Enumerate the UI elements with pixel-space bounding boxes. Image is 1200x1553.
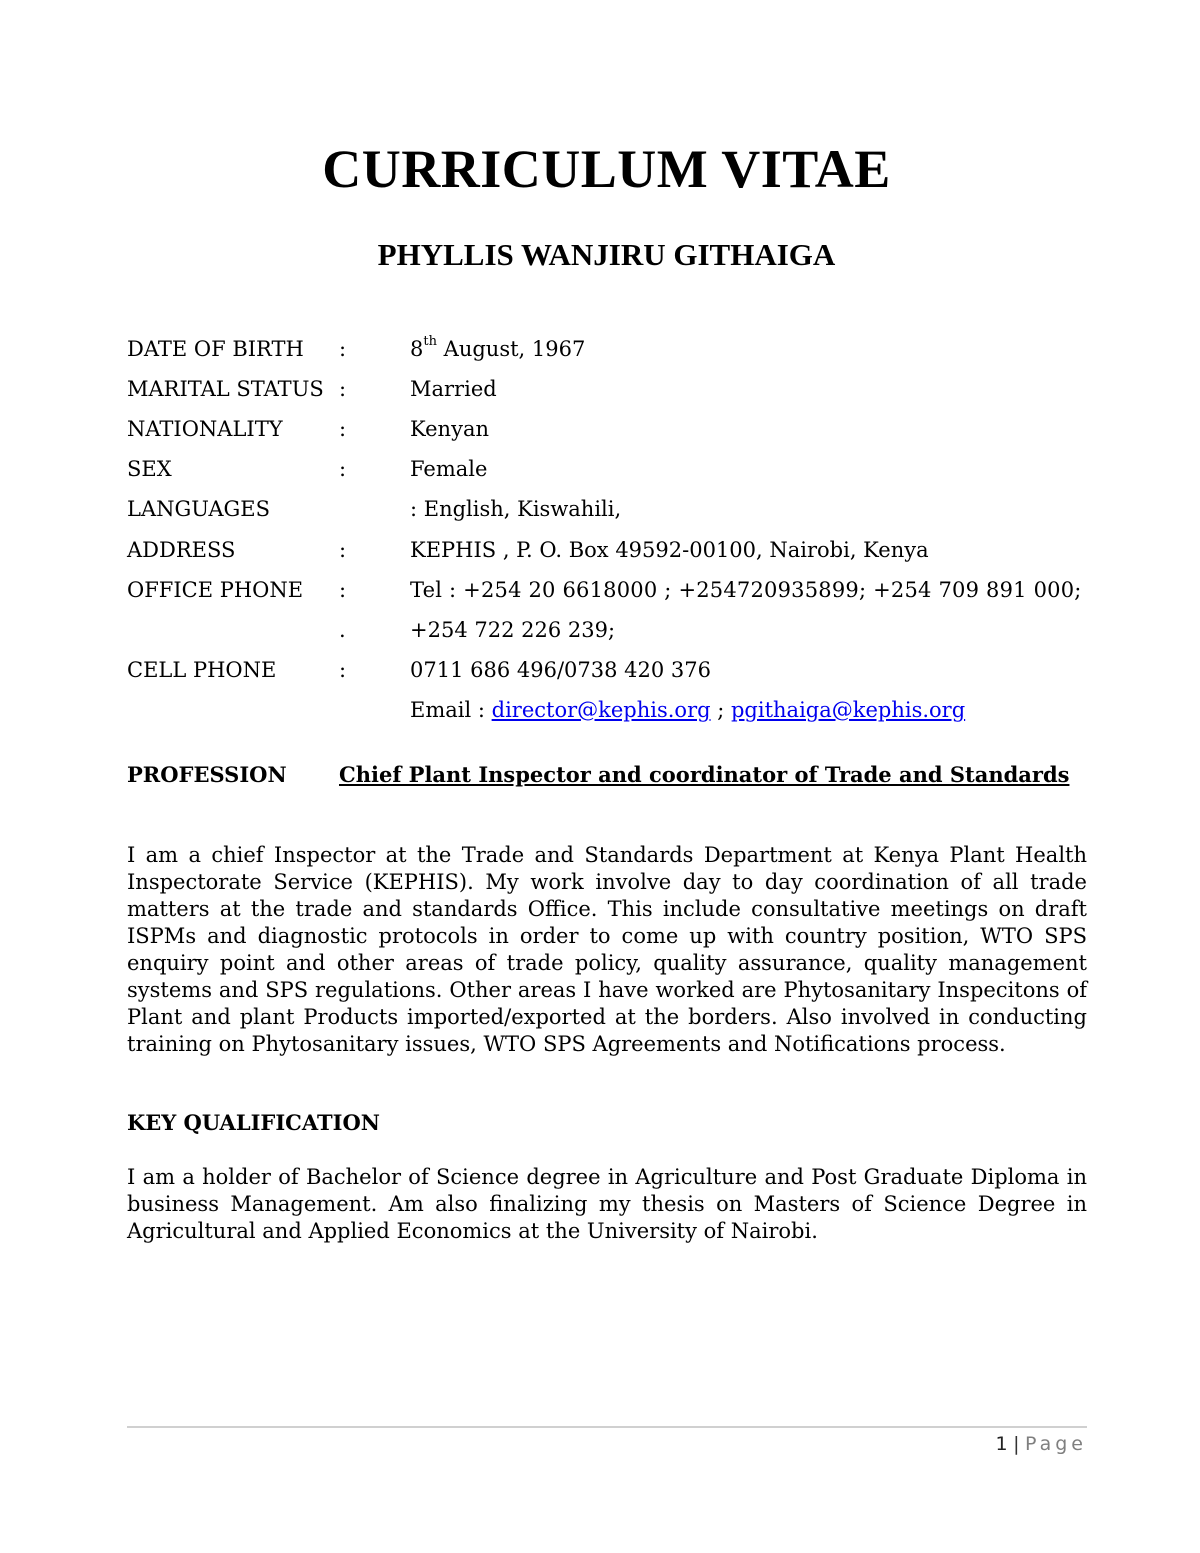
- email-link-director[interactable]: director@kephis.org: [491, 698, 711, 722]
- cell-phone-label: CELL PHONE: [127, 658, 277, 682]
- page-number: 1: [995, 1433, 1009, 1455]
- profession-description: I am a chief Inspector at the Trade and Standards Department at Kenya Plant Health Inspectorate Service (KEPHIS). My work involve day to day coordination of all trade matters at the trade and standards Office. This include consultative meetings on draft ISPMs and diagnostic protocols in order to come up with country position, WTO SPS enquiry point and other areas of trade policy, quality assurance, quality management systems and SPS regulations. Other areas I have worked are Phytosanitary Inspecitons of Plant and plant Products imported/exported at the borders. Also involved in conducting training on Phytosanitary issues, WTO SPS Agreements and Notifications process.: [127, 843, 1087, 1056]
- page-word: Page: [1025, 1433, 1087, 1455]
- office-phone-value-cont: +254 722 226 239;: [410, 618, 616, 642]
- languages-label: LANGUAGES: [127, 497, 270, 521]
- info-row-marital: [127, 374, 1087, 404]
- info-row-office-phone: [127, 575, 1087, 605]
- sex-value: Female: [410, 457, 488, 481]
- nationality-value: Kenyan: [410, 417, 489, 441]
- sex-colon: :: [339, 457, 347, 481]
- dob-label: DATE OF BIRTH: [127, 337, 304, 361]
- nationality-label: NATIONALITY: [127, 417, 283, 441]
- page-footer: [996, 1433, 1088, 1455]
- languages-value: : English, Kiswahili,: [410, 497, 622, 521]
- key-qualification-heading: KEY QUALIFICATION: [127, 1110, 380, 1135]
- dob-day: 8: [410, 337, 424, 361]
- office-phone-cont-mark: .: [339, 618, 346, 642]
- info-row-cell-phone: [127, 655, 1087, 685]
- sex-label: SEX: [127, 457, 172, 481]
- key-qualification-text: I am a holder of Bachelor of Science degree in Agriculture and Post Graduate Diploma in business Management. Am also finalizing my thesis on Masters of Science Degree in Agricultural and Applied Economics at the University of Nairobi.: [127, 1165, 1087, 1243]
- candidate-name: PHYLLIS WANJIRU GITHAIGA: [377, 237, 836, 272]
- document-title: CURRICULUM VITAE: [322, 139, 891, 199]
- footer-divider: [127, 1426, 1087, 1428]
- office-phone-value: Tel : +254 20 6618000 ; +254720935899; +254 709 891 000;: [410, 578, 1082, 602]
- dob-value: [410, 334, 585, 364]
- nationality-colon: :: [339, 417, 347, 441]
- marital-value: Married: [410, 377, 497, 401]
- office-phone-colon: :: [339, 578, 347, 602]
- profession-label: PROFESSION: [127, 762, 287, 787]
- info-row-nationality: [127, 414, 1087, 444]
- address-value: KEPHIS , P. O. Box 49592-00100, Nairobi, Kenya: [410, 538, 929, 562]
- email-prefix: Email :: [410, 698, 492, 722]
- email-value: [410, 695, 965, 725]
- office-phone-label: OFFICE PHONE: [127, 578, 304, 602]
- marital-colon: :: [339, 377, 347, 401]
- email-link-pgithaiga[interactable]: pgithaiga@kephis.org: [730, 698, 966, 722]
- cell-phone-value: 0711 686 496/0738 420 376: [410, 658, 711, 682]
- profession-title: Chief Plant Inspector and coordinator of Trade and Standards: [339, 762, 1070, 787]
- info-row-email: [127, 695, 1087, 725]
- address-label: ADDRESS: [127, 538, 236, 562]
- info-row-dob: [127, 334, 1087, 364]
- info-row-sex: [127, 454, 1087, 484]
- address-colon: :: [339, 538, 347, 562]
- dob-rest: August, 1967: [436, 337, 586, 361]
- profession-line: [127, 762, 1087, 788]
- marital-label: MARITAL STATUS: [127, 377, 324, 401]
- page-separator: |: [1013, 1433, 1020, 1455]
- info-row-address: [127, 535, 1087, 565]
- cell-phone-colon: :: [339, 658, 347, 682]
- dob-colon: :: [339, 337, 347, 361]
- info-row-office-phone-cont: [127, 615, 1087, 645]
- email-separator: ;: [710, 698, 731, 722]
- dob-suffix: th: [423, 334, 437, 349]
- info-row-languages: [127, 494, 1087, 524]
